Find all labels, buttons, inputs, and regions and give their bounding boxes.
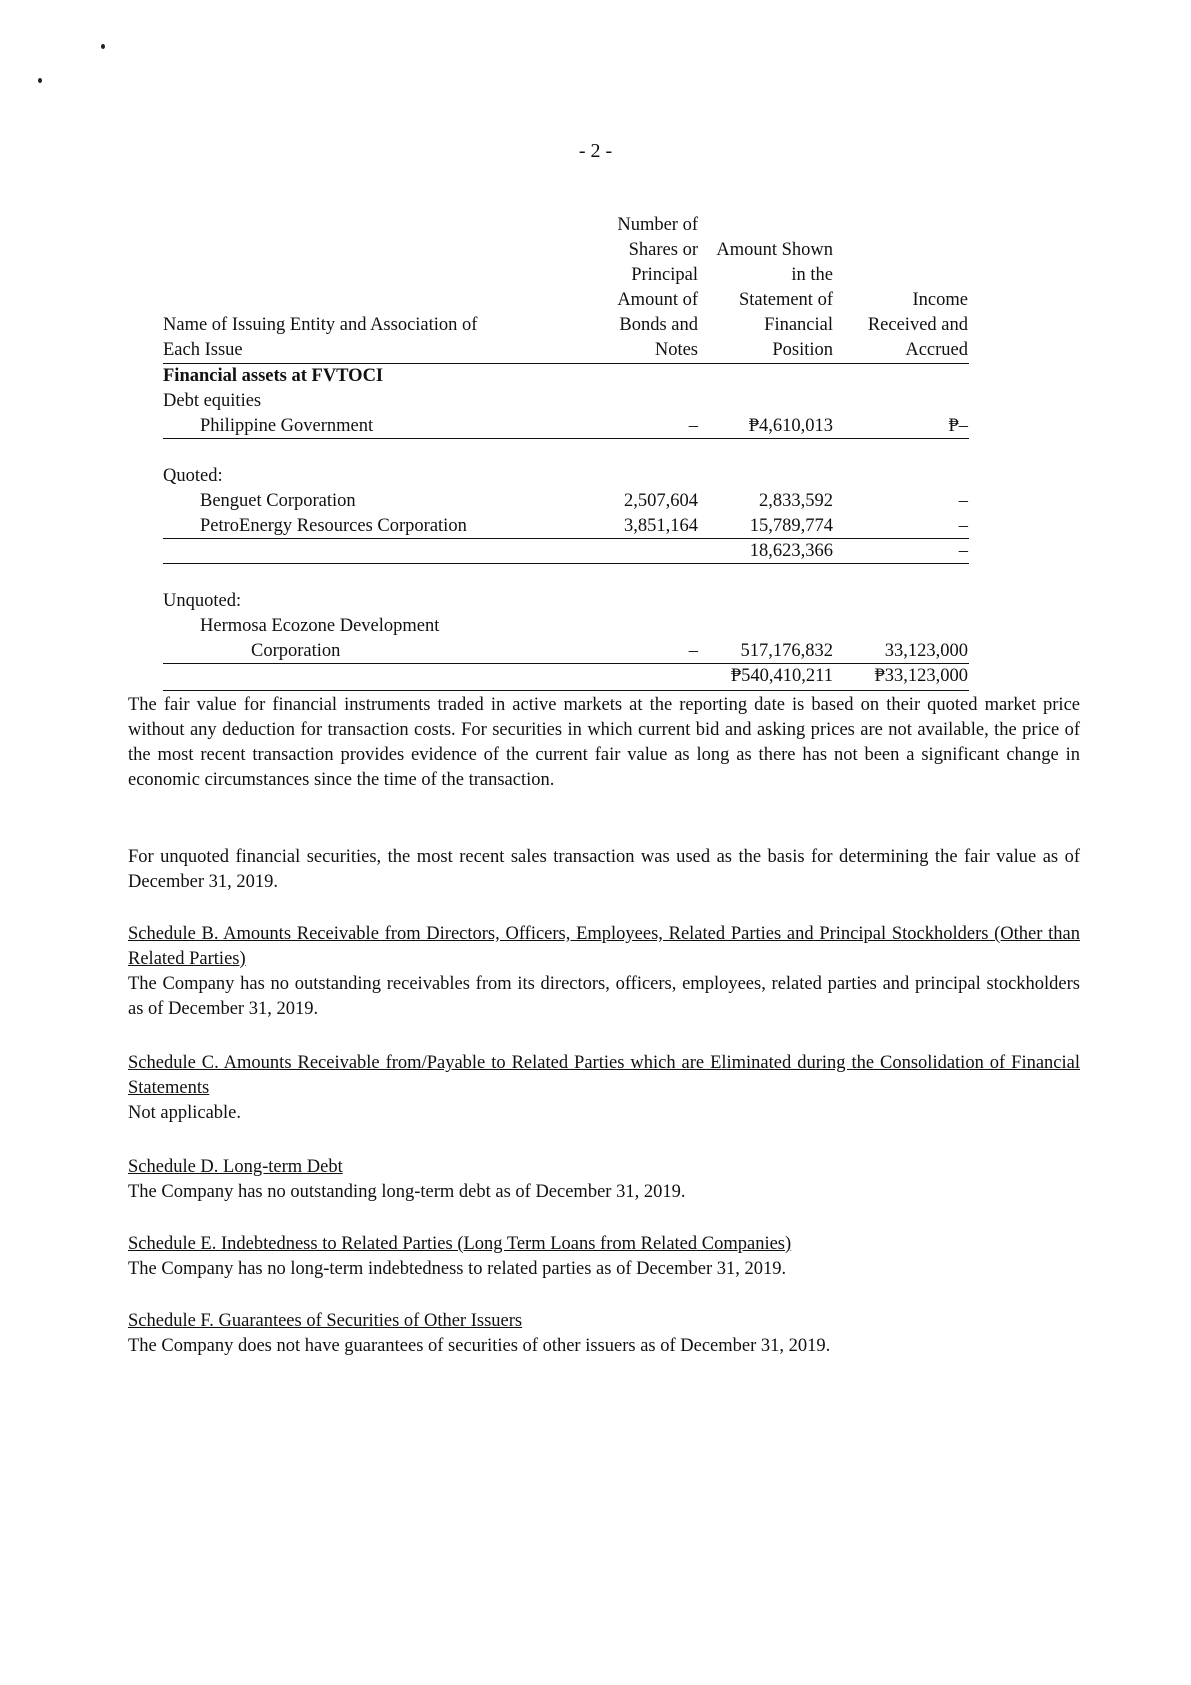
debt-equities-row: [163, 389, 969, 414]
quoted-label-row: [163, 464, 969, 489]
income-total: –: [958, 541, 968, 561]
schedule-d-title: Schedule D. Long-term Debt: [128, 1157, 343, 1177]
shares-value: –: [688, 641, 698, 661]
header-number-of-shares: Number of Shares or Principal Amount of Bonds and Notes: [617, 215, 698, 360]
schedule-b: [128, 922, 1080, 1022]
schedule-c-text: Not applicable.: [128, 1103, 242, 1123]
header-income-received: Income Received and Accrued: [867, 290, 968, 360]
schedule-f-text: The Company does not have guarantees of securities of other issuers as of December 31, 2019.: [128, 1336, 831, 1356]
total-rule: [163, 690, 969, 691]
scan-speck: [101, 44, 105, 49]
spacer: [163, 439, 969, 464]
amount-value: ₱4,610,013: [748, 416, 833, 436]
unquoted-paragraph: For unquoted financial securities, the most recent sales transaction was used as the basis for determining the fair value as of December 31, 2019.: [128, 847, 1080, 892]
securities-table: [163, 213, 969, 689]
income-value: –: [958, 516, 968, 536]
section-label: Financial assets at FVTOCI: [163, 366, 384, 386]
header-issuing-entity: Name of Issuing Entity and Association of Each Issue: [163, 315, 478, 360]
issuer-name-continued: Corporation: [251, 641, 341, 661]
schedule-e: [128, 1232, 1080, 1282]
schedule-f: [128, 1309, 1080, 1359]
schedule-d: [128, 1155, 1080, 1205]
table-row-benguet: [163, 489, 969, 514]
issuer-name: Benguet Corporation: [200, 491, 356, 511]
page-number: - 2 -: [578, 140, 613, 162]
schedule-b-text: The Company has no outstanding receivables from its directors, officers, employees, related parties and principal stockholders as of December 31, 2019.: [128, 974, 1080, 1019]
table-row-quoted-total: [163, 539, 969, 564]
category-label: Unquoted:: [163, 591, 242, 611]
section-fvtoci: [163, 364, 969, 389]
income-value: –: [958, 491, 968, 511]
header-amount-shown: Amount Shown in the Statement of Financial Position: [716, 240, 833, 360]
income-value: ₱–: [948, 416, 968, 436]
issuer-name: Philippine Government: [200, 416, 374, 436]
schedule-c-title: Schedule C. Amounts Receivable from/Payable to Related Parties which are Eliminated during the Consolidation of Financial Statements: [128, 1053, 1080, 1098]
schedule-f-title: Schedule F. Guarantees of Securities of Other Issuers: [128, 1311, 523, 1331]
category-label: Quoted:: [163, 466, 223, 486]
income-value: 33,123,000: [884, 641, 968, 661]
issuer-name: Hermosa Ecozone Development: [200, 616, 440, 636]
table-row-philippine-government: [163, 414, 969, 439]
table-row-hermosa: [163, 639, 969, 664]
amount-total: 18,623,366: [749, 541, 833, 561]
amount-grand-total: ₱540,410,211: [730, 666, 833, 686]
schedule-d-text: The Company has no outstanding long-term debt as of December 31, 2019.: [128, 1182, 686, 1202]
table-header: [163, 213, 969, 364]
shares-value: –: [688, 416, 698, 436]
category-label: Debt equities: [163, 391, 262, 411]
amount-value: 517,176,832: [740, 641, 833, 661]
table-row-grand-total: [163, 664, 969, 689]
fair-value-paragraph: The fair value for financial instruments traded in active markets at the reporting date is based on their quoted market price without any deduction for transaction costs. For securities in which current bid and asking prices are not available, the price of the most recent transaction provides evidence of the current fair value as long as there has not been a significant change in economic circumstances since the time of the transaction.: [128, 695, 1080, 790]
schedule-e-title: Schedule E. Indebtedness to Related Parties (Long Term Loans from Related Companies): [128, 1234, 792, 1254]
table-row-petroenergy: [163, 514, 969, 539]
table-row-hermosa-line1: [163, 614, 969, 639]
unquoted-label-row: [163, 589, 969, 614]
spacer: [163, 564, 969, 589]
income-grand-total: ₱33,123,000: [874, 666, 968, 686]
schedule-e-text: The Company has no long-term indebtedness to related parties as of December 31, 2019.: [128, 1259, 787, 1279]
schedule-b-title: Schedule B. Amounts Receivable from Directors, Officers, Employees, Related Parties and Principal Stockholders (Other than Related Parties): [128, 924, 1080, 969]
shares-value: 2,507,604: [624, 491, 698, 511]
issuer-name: PetroEnergy Resources Corporation: [200, 516, 467, 536]
schedule-c: [128, 1051, 1080, 1126]
shares-value: 3,851,164: [624, 516, 698, 536]
scan-speck: [38, 78, 42, 83]
amount-value: 15,789,774: [749, 516, 833, 536]
amount-value: 2,833,592: [759, 491, 833, 511]
